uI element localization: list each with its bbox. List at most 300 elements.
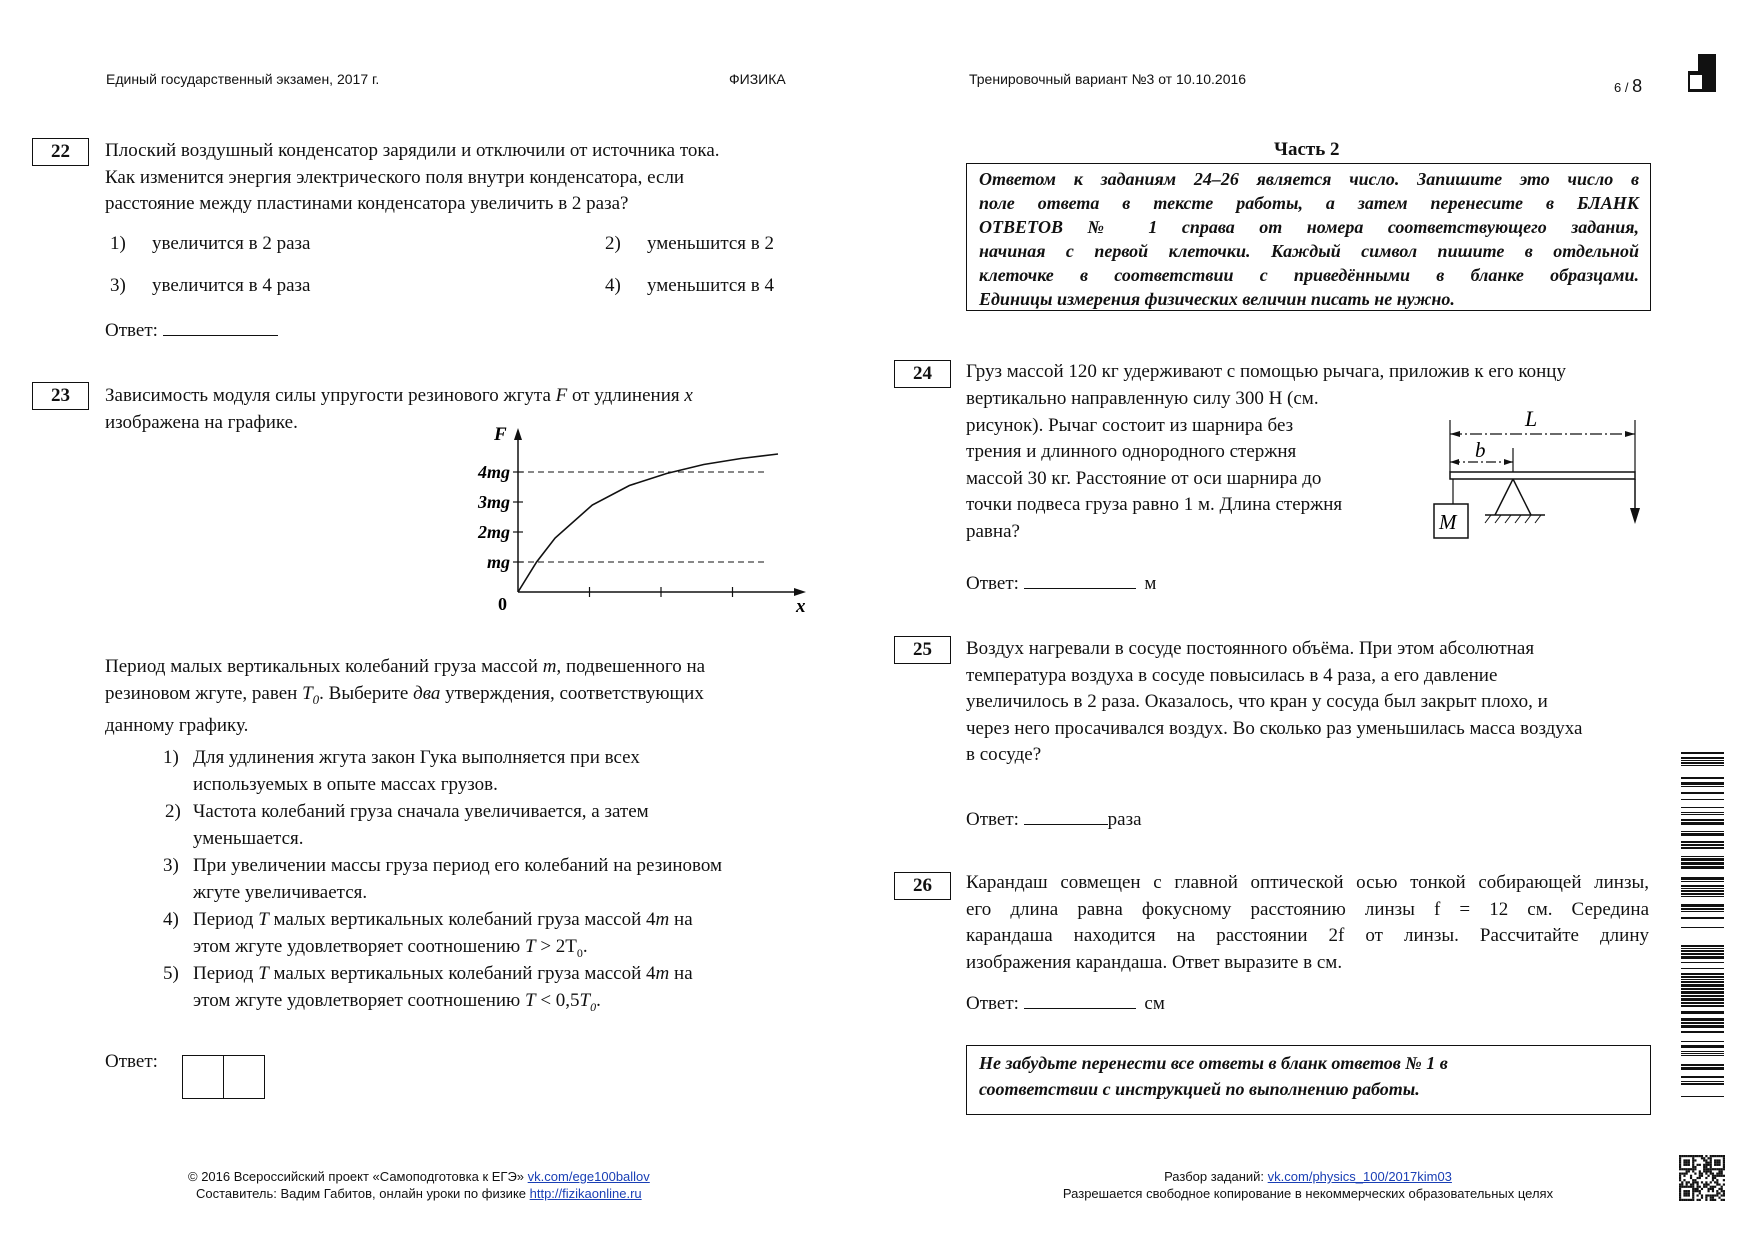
qr-module [1679,1168,1681,1170]
qr-module [1718,1197,1720,1199]
qr-module [1718,1164,1720,1166]
barcode-bar [1681,953,1724,955]
barcode-bar [1681,896,1724,897]
qr-module [1683,1186,1685,1188]
qr-module [1681,1173,1683,1175]
barcode-bar [1681,973,1724,975]
qr-module [1686,1194,1688,1196]
qr-module [1692,1199,1694,1201]
qr-module [1718,1155,1720,1157]
qr-module [1705,1173,1707,1175]
qr-module [1692,1179,1694,1181]
qr-module [1723,1194,1725,1196]
qr-module [1679,1194,1681,1196]
qr-module [1721,1190,1723,1192]
qr-module [1692,1186,1694,1188]
qr-module [1686,1183,1688,1185]
answer-unit: м [1144,573,1157,594]
task-23-number: 23 [32,382,89,410]
task-25-answer-field[interactable] [1024,806,1108,825]
qr-module [1688,1155,1690,1157]
qr-module [1683,1162,1685,1164]
barcode-bar [1681,962,1724,963]
qr-module [1686,1186,1688,1188]
footer-link-vk-ege[interactable]: vk.com/ege100ballov [527,1169,650,1184]
qr-module [1686,1159,1688,1161]
qr-module [1697,1177,1699,1179]
qr-module [1694,1190,1696,1192]
qr-module [1692,1188,1694,1190]
qr-module [1686,1199,1688,1201]
header-exam: Единый государственный экзамен, 2017 г. [106,71,380,87]
qr-module [1699,1190,1701,1192]
footer-link-analysis[interactable]: vk.com/physics_100/2017kim03 [1267,1169,1452,1184]
qr-module [1686,1192,1688,1194]
qr-module [1701,1155,1703,1157]
qr-module [1699,1177,1701,1179]
qr-module [1683,1179,1685,1181]
qr-module [1718,1159,1720,1161]
qr-module [1723,1157,1725,1159]
qr-module [1701,1181,1703,1183]
task-22-option-3[interactable]: 3) увеличится в 4 раза [110,275,311,296]
barcode-bar [1681,760,1724,761]
part-2-title: Часть 2 [1274,139,1340,160]
qr-module [1703,1168,1705,1170]
qr-module [1705,1155,1707,1157]
qr-module [1723,1199,1725,1201]
qr-module [1694,1173,1696,1175]
qr-module [1721,1175,1723,1177]
qr-module [1679,1157,1681,1159]
qr-module [1710,1194,1712,1196]
barcode-bar [1681,945,1724,947]
barcode-bar [1681,814,1724,815]
qr-module [1716,1173,1718,1175]
qr-module [1686,1162,1688,1164]
qr-module [1679,1175,1681,1177]
qr-module [1679,1162,1681,1164]
qr-module [1712,1197,1714,1199]
barcode-bar [1681,968,1724,969]
qr-module [1694,1155,1696,1157]
qr-module [1716,1181,1718,1183]
qr-module [1688,1164,1690,1166]
qr-module [1723,1183,1725,1185]
qr-module [1694,1159,1696,1161]
qr-module [1690,1199,1692,1201]
qr-module [1705,1159,1707,1161]
qr-module [1718,1168,1720,1170]
qr-module [1681,1181,1683,1183]
y-axis-arrow [514,428,522,440]
task-23-statement-1[interactable]: 1) Для удлинения жгута закон Гука выполняется при всех используемых в опыте массах грузов. [163,747,640,795]
force-curve [518,454,778,592]
qr-module [1679,1192,1681,1194]
y-tick-label: 3mg [477,492,510,512]
barcode-bar [1681,858,1724,861]
barcode-bar [1681,984,1724,987]
qr-module [1679,1166,1681,1168]
barcode-bar [1681,917,1724,919]
barcode-bar [1681,927,1724,928]
task-26-text: Карандаш совмещен с главной оптической осью тонкой собирающей линзы, его длина равна фокусному расстоянию линзы f = 12 см. Середина карандаша находится на расстоянии 2f от линзы. Рассчитайте длину изображения карандаша. Ответ выразите в см. [966,872,1649,973]
qr-module [1679,1186,1681,1188]
task-23-answer-label: Ответ: [105,1051,158,1072]
qr-module [1721,1188,1723,1190]
y-axis-label: F [494,424,507,445]
qr-module [1705,1183,1707,1185]
qr-module [1705,1168,1707,1170]
qr-module [1683,1155,1685,1157]
qr-module [1718,1183,1720,1185]
qr-module [1690,1177,1692,1179]
barcode-bar [1681,831,1724,832]
qr-module [1679,1177,1681,1179]
qr-module [1694,1181,1696,1183]
qr-module [1705,1181,1707,1183]
qr-module [1694,1168,1696,1170]
barcode-bar [1681,1002,1724,1004]
qr-module [1714,1186,1716,1188]
qr-module [1683,1175,1685,1177]
qr-module [1690,1168,1692,1170]
task-25-text: Воздух нагревали в сосуде постоянного объёма. При этом абсолютная температура воздуха в сосуде повысилась в 4 раза, а его давление увеличилось в 2 раза. Оказалось, что кран у сосуда был закрыт плохо, и через него просачивался воздух. Во сколько раз уменьшилась масса воздуха в сосуде? [966,638,1583,765]
qr-module [1712,1179,1714,1181]
qr-module [1683,1164,1685,1166]
qr-module [1712,1173,1714,1175]
qr-module [1690,1186,1692,1188]
barcode-bar [1681,1025,1724,1028]
task-24-number: 24 [894,360,951,388]
footer-link-fizikaonline[interactable]: http://fizikaonline.ru [529,1186,642,1201]
qr-module [1707,1168,1709,1170]
qr-module [1714,1175,1716,1177]
barcode-bar [1681,752,1724,754]
force-extension-chart [470,415,806,617]
qr-module [1714,1181,1716,1183]
qr-module [1723,1159,1725,1161]
qr-module [1701,1197,1703,1199]
answer-label: Ответ: [966,573,1019,594]
qr-module [1697,1190,1699,1192]
qr-module [1686,1190,1688,1192]
task-24-answer-field[interactable] [1024,570,1136,589]
qr-module [1688,1190,1690,1192]
qr-module [1710,1186,1712,1188]
qr-module [1705,1162,1707,1164]
qr-module [1705,1199,1707,1201]
answer-label: Ответ: [966,809,1019,830]
qr-module [1703,1170,1705,1172]
qr-module [1690,1183,1692,1185]
qr-module [1692,1181,1694,1183]
qr-module [1683,1199,1685,1201]
footer-left: © 2016 Всероссийский проект «Самоподготовка к ЕГЭ» vk.com/ege100ballov Составитель: Вадим Габитов, онлайн уроки по физике http://fizikaonline.ru [188,1169,650,1201]
qr-module [1697,1181,1699,1183]
task-22-line: расстояние между пластинами конденсатора увеличить в 2 раза? [105,193,629,214]
task-22-option-2[interactable]: 2) уменьшится в 2 [605,233,775,254]
qr-module [1701,1173,1703,1175]
qr-module [1710,1170,1712,1172]
qr-module [1699,1155,1701,1157]
qr-module [1699,1173,1701,1175]
barcode-bar [1681,991,1724,994]
barcode-bar [1681,981,1724,983]
qr-module [1712,1186,1714,1188]
qr-module [1723,1175,1725,1177]
task-23-paragraph: Период малых вертикальных колебаний груза массой m, подвешенного на резиновом жгуте, равен $T_0$. Выберите два утверждения, соответствующих данному графику. [105,656,706,736]
lever-length-label: L [1525,406,1538,431]
qr-module [1723,1168,1725,1170]
barcode-bar [1681,988,1724,990]
barcode-bar [1681,998,1724,1001]
barcode-bar [1681,862,1724,865]
qr-module [1688,1186,1690,1188]
task-22-option-1[interactable]: 1) увеличится в 2 раза [110,233,311,254]
task-24-line1: Груз массой 120 кг удерживают с помощью рычага, приложив к его концу [966,361,1566,382]
qr-module [1716,1175,1718,1177]
qr-module [1705,1177,1707,1179]
barcode-bar [1681,1022,1724,1024]
qr-module [1716,1159,1718,1161]
qr-module [1714,1155,1716,1157]
task-25-number: 25 [894,636,951,664]
qr-module [1686,1155,1688,1157]
barcode-bar [1681,948,1724,949]
qr-module [1721,1194,1723,1196]
qr-module [1707,1164,1709,1166]
qr-module [1703,1159,1705,1161]
qr-module [1710,1155,1712,1157]
barcode-bar [1681,911,1724,912]
task-23-statement-5[interactable]: 5) Период T малых вертикальных колебаний груза массой 4m на этом жгуте удовлетворяет соотношению $T < 0,5T_0$. [163,963,693,1014]
qr-module [1681,1186,1683,1188]
task-26-number: 26 [894,872,951,900]
qr-module [1707,1190,1709,1192]
barcode-bar [1681,786,1724,787]
barcode-bar [1681,908,1724,910]
x-axis-arrow [794,588,806,596]
qr-module [1683,1192,1685,1194]
qr-module [1679,1197,1681,1199]
barcode-bar [1681,904,1724,907]
task-22-answer-field[interactable] [163,317,278,336]
qr-module [1714,1199,1716,1201]
barcode-bar [1681,856,1724,857]
qr-module [1692,1197,1694,1199]
barcode-bar [1681,1011,1724,1014]
qr-module [1694,1179,1696,1181]
qr-module [1701,1188,1703,1190]
qr-module [1686,1170,1688,1172]
qr-module [1723,1190,1725,1192]
barcode-bar [1681,976,1724,978]
qr-module [1721,1170,1723,1172]
barcode-bar [1681,847,1724,849]
qr-module [1686,1164,1688,1166]
y-tick-label: 4mg [477,462,510,482]
qr-module [1721,1173,1723,1175]
origin-label: 0 [498,594,507,614]
qr-module [1714,1164,1716,1166]
qr-module [1688,1170,1690,1172]
qr-module [1679,1159,1681,1161]
barcode-bar [1681,890,1724,892]
qr-module [1692,1166,1694,1168]
qr-module [1721,1168,1723,1170]
qr-module [1679,1199,1681,1201]
barcode-bar [1681,888,1724,889]
header-variant: Тренировочный вариант №3 от 10.10.2016 [969,71,1247,87]
qr-module [1718,1162,1720,1164]
task-23-statement-2[interactable]: 2) Частота колебаний груза сначала увеличивается, а затем уменьшается. [165,801,649,849]
barcode-bar [1681,757,1724,759]
qr-module [1697,1155,1699,1157]
barcode-bar [1681,1081,1724,1082]
qr-module [1718,1170,1720,1172]
qr-module [1707,1183,1709,1185]
qr-module [1692,1183,1694,1185]
qr-module [1723,1166,1725,1168]
barcode-bar [1681,1041,1724,1042]
qr-module [1679,1190,1681,1192]
qr-module [1688,1192,1690,1194]
task-23-answer-cell-2[interactable] [223,1055,265,1099]
page-current: 6 [1614,80,1622,95]
barcode-bar [1681,777,1724,779]
qr-module [1716,1168,1718,1170]
page-number: 6 / 8 [1614,76,1643,96]
qr-module [1721,1186,1723,1188]
qr-module [1692,1164,1694,1166]
qr-module [1692,1170,1694,1172]
task-23-statement-3[interactable]: 3) При увеличении массы груза период его колебаний на резиновом жгуте увеличивается. [163,855,723,903]
qr-module [1712,1199,1714,1201]
qr-module [1705,1164,1707,1166]
qr-module [1692,1155,1694,1157]
qr-module [1699,1186,1701,1188]
qr-module [1723,1179,1725,1181]
lever-diagram [1425,400,1655,540]
qr-module [1723,1164,1725,1166]
qr-module [1718,1188,1720,1190]
qr-module [1699,1170,1701,1172]
qr-module [1710,1199,1712,1201]
footer-right: Разбор заданий: vk.com/physics_100/2017kim03 Разрешается свободное копирование в некоммерческих образовательных целях [1062,1169,1554,1201]
task-25-answer [966,806,1142,834]
y-tick-label: 2mg [477,522,510,542]
barcode-bar [1681,1083,1724,1085]
answer-unit: раза [1107,809,1142,830]
qr-module [1723,1192,1725,1194]
qr-module [1712,1177,1714,1179]
qr-module [1679,1188,1681,1190]
qr-module [1712,1168,1714,1170]
qr-module [1697,1199,1699,1201]
qr-module [1679,1164,1681,1166]
qr-module [1707,1194,1709,1196]
barcode-bar [1681,1067,1724,1070]
barcode-bar [1681,1051,1724,1052]
qr-module [1710,1159,1712,1161]
qr-module [1692,1190,1694,1192]
qr-module [1718,1192,1720,1194]
barcode-bar [1681,950,1724,952]
qr-module [1705,1194,1707,1196]
barcode-bar [1681,1053,1724,1054]
qr-module [1707,1188,1709,1190]
qr-module [1710,1168,1712,1170]
barcode-bar [1681,782,1724,785]
qr-module [1707,1157,1709,1159]
barcode-bar [1681,841,1724,843]
qr-module [1712,1155,1714,1157]
qr-module [1705,1197,1707,1199]
qr-module [1686,1168,1688,1170]
qr-module [1710,1157,1712,1159]
qr-module [1683,1168,1685,1170]
qr-module [1697,1194,1699,1196]
qr-module [1705,1170,1707,1172]
page-total: 8 [1632,76,1643,96]
qr-module [1710,1166,1712,1168]
qr-module [1710,1162,1712,1164]
qr-module [1716,1164,1718,1166]
qr-module [1716,1162,1718,1164]
task-22-line: Плоский воздушный конденсатор зарядили и отключили от источника тока. [105,140,720,161]
task-26-answer [966,990,1165,1018]
qr-module [1686,1181,1688,1183]
task-24-text: вертикально направленную силу 300 Н (см. рисунок). Рычаг состоит из шарнира без трения и длинного однородного стержня массой 30 кг. Расстояние от оси шарнира до точки подвеса груза равно 1 м. Длина стержня равна? [966,388,1343,542]
task-22-number: 22 [32,138,89,166]
barcode-bar [1681,1018,1724,1021]
qr-module [1716,1183,1718,1185]
qr-module [1716,1192,1718,1194]
task-23-answer-cell-1[interactable] [182,1055,224,1099]
barcode-bar [1681,762,1724,764]
barcode-bar [1681,822,1724,825]
qr-module [1723,1155,1725,1157]
task-22-line: Как изменится энергия электрического поля внутри конденсатора, если [105,166,685,188]
task-23-statement-4[interactable]: 4) Период T малых вертикальных колебаний груза массой 4m на этом жгуте удовлетворяет соотношению $T > 2T_0$. [163,909,693,960]
qr-module [1707,1170,1709,1172]
task-22-option-4[interactable]: 4) уменьшится в 4 [605,275,775,296]
qr-module [1683,1173,1685,1175]
qr-module [1688,1181,1690,1183]
qr-module [1707,1175,1709,1177]
qr-module [1697,1188,1699,1190]
qr-module [1701,1157,1703,1159]
qr-module [1703,1186,1705,1188]
qr-module [1716,1194,1718,1196]
qr-module [1714,1194,1716,1196]
qr-module [1714,1162,1716,1164]
task-26-answer-field[interactable] [1024,990,1136,1009]
qr-module [1721,1199,1723,1201]
qr-module [1705,1186,1707,1188]
qr-module [1710,1188,1712,1190]
qr-module [1716,1155,1718,1157]
answer-label: Ответ: [105,320,158,341]
answer-label: Ответ: [966,993,1019,1014]
qr-module [1692,1159,1694,1161]
barcode-bar [1681,1055,1724,1056]
x-axis-label: x [796,596,806,617]
barcode-bar [1681,1064,1724,1066]
corner-marker [1688,54,1716,92]
qr-module [1679,1179,1681,1181]
